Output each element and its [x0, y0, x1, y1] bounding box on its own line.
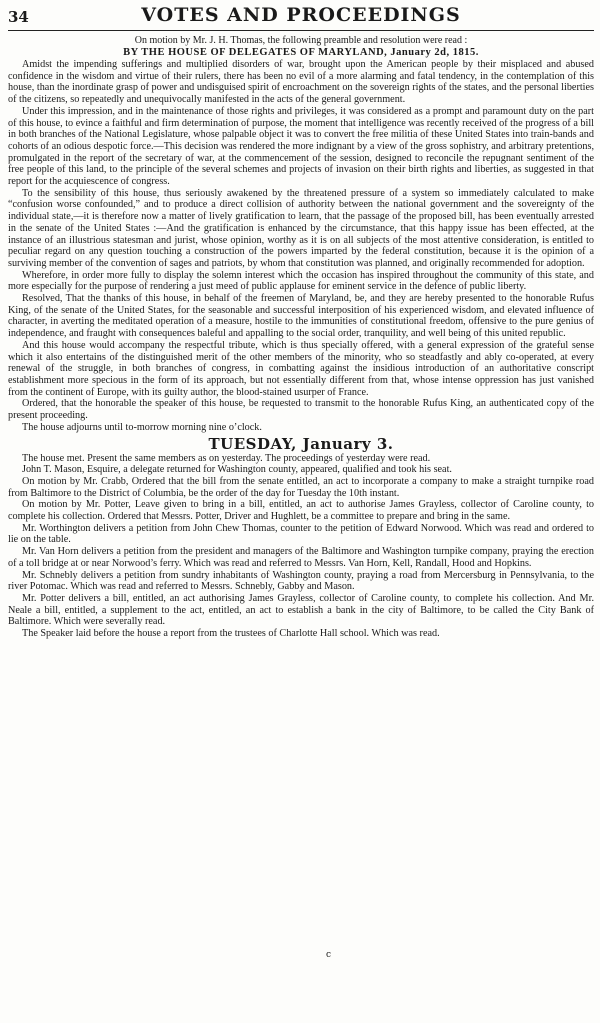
paragraph: And this house would accompany the respectful tribute, which is thus specially offered, with a general expression of the grateful sense which it also entertains of the distinguished merit of the other members of the minority, who so steadfastly and ably co-operated, at every renewal of the struggle, in both branches of congress, in combatting against the insidious introduction of an authoritative conscript establishment more specious in the form of its approach, but not essentially different from that, whose intense oppression has just vanished from the continent of Europe, with its guilty author, the blood-stained usurper of France.: [8, 339, 594, 398]
paragraph: The Speaker laid before the house a report from the trustees of Charlotte Hall school. Which was read.: [22, 628, 440, 640]
paragraph: Amidst the impending sufferings and multiplied disorders of war, brought upon the American people by their misplaced and abused confidence in the wisdom and virtue of their rulers, there has been no evil of a more alarming and fatal tendency, in the contemplation of this house, than the inordinate grasp of power and undisguised spirit of encroachment on the sovereign rights of the states, and the personal liberties of the citizens, so repeatedly and unequivocally manifested in the acts of the general government.: [8, 59, 594, 106]
paragraph: On motion by Mr. Potter, Leave given to bring in a bill, entitled, an act to authorise James Grayless, collector of Caroline county, to complete his collection. Ordered that Messrs. Potter, Driver and Hughlett, be a committee to prepare and bring in the same.: [8, 499, 594, 523]
paragraph: Mr. Van Horn delivers a petition from the president and managers of the Baltimore and Washington turnpike company, praying the erection of a toll bridge at or near Norwood’s ferry. Which was read and referred to Messrs. Van Horn, Kell, Randall, Hood and Hopkins.: [8, 546, 594, 569]
paragraph: Wherefore, in order more fully to display the solemn interest which the occasion has inspired throughout the community of this state, and more especially for the purpose of rendering a just meed of public applause for eminent service in the defence of public liberty.: [8, 269, 594, 293]
resolution-heading: BY THE HOUSE OF DELEGATES OF MARYLAND, January 2d, 1815.: [123, 47, 479, 58]
running-title: VOTES AND PROCEEDINGS: [141, 4, 461, 26]
proceedings-january-2: [8, 59, 594, 434]
paragraph: The house met. Present the same members as on yesterday. The proceedings of yesterday were read.: [22, 452, 431, 464]
day-heading: TUESDAY, January 3.: [208, 434, 394, 453]
paragraph: Mr. Worthington delivers a petition from John Chew Thomas, counter to the petition of Edward Norwood. Which was read and ordered to lie on the table.: [8, 522, 594, 546]
paragraph: John T. Mason, Esquire, a delegate returned for Washington county, appeared, qualified and took his seat.: [22, 464, 452, 476]
page-number: 34: [8, 8, 29, 26]
page-header: [8, 4, 594, 31]
paragraph: The house adjourns until to-morrow morning nine o’clock.: [22, 421, 262, 433]
paragraph: On motion by Mr. Crabb, Ordered that the bill from the senate entitled, an act to incorporate a company to make a straight turnpike road from Baltimore to the District of Columbia, be the order of the day for Tuesday the 10th instant.: [8, 475, 594, 499]
paragraph: Under this impression, and in the maintenance of those rights and privileges, it was considered as a prompt and paramount duty on the part of this house, to evince a faithful and firm determination of purpose, the moment that intelligence was recently received of the progress of a bill in both branches of the National Legislature, whose palpable object it was to convert the free militia of these United States into train-bands and cohorts of an odious despotic force.—This decision was rendered the more indignant by a view of the gross sophistry, and arbitrary pretentions, promulgated in the report of the secretary of war, at the commencement of the session, designed to reconcile the repugnant sentiment of the free people of this land, to the principle of the several schemes and projects of invasion on their birth rights and liberties, as suggested in that report for the acquiescence of congress.: [8, 105, 594, 188]
proceedings-january-3: [8, 453, 594, 640]
ink-mark: c: [326, 950, 332, 960]
paragraph: Mr. Potter delivers a bill, entitled, an act authorising James Grayless, collector of Caroline county, to complete his collection. And Mr. Neale a bill, entitled, a supplement to the act, entitled, an act to establish a bank in the city of Baltimore, to be called the City Bank of Baltimore. Which were severally read.: [8, 592, 594, 628]
paragraph: Resolved, That the thanks of this house, in behalf of the freemen of Maryland, be, and they are hereby presented to the honorable Rufus King, of the senate of the United States, for the seasonable and successful interposition of his experienced wisdom, and elevated influence of character, in averting the meditated operation of a measure, hostile to the immunities of constitutional freedom, offensive to the pure genius of independence, and fraught with consequences baleful and appalling to the social order, tranquility, and well being of this united republic.: [8, 293, 594, 340]
intro-line: On motion by Mr. J. H. Thomas, the following preamble and resolution were read :: [134, 35, 468, 46]
paragraph: To the sensibility of this house, thus seriously awakened by the threatened pressure of a system so immediately calculated to make “confusion worse confounded,” and to produce a direct collision of authority between the national government and the sovereignty of the individual state,—it is therefore now a matter of lively gratification to learn, that the passage of the proposed bill, has been eventually arrested in the senate of the United States :—And the gratification is enhanced by the circumstance, that this happy issue has been effected, at the instance of an illustrious statesman and jurist, whose opinion, worthy as it is on all subjects of the most attentive consideration, is entitled to peculiar regard on any question touching a construction of the powers imparted by the federal constitution, because it is the opinion of a surviving member of the convention of sages and patriots, by whom that constitution was planned, and originally recommended for adoption.: [8, 187, 594, 269]
paragraph: Mr. Schnebly delivers a petition from sundry inhabitants of Washington county, praying a road from Mercersburg in Pennsylvania, to the river Potomac. Which was read and referred to Messrs. Schnebly, Gabby and Mason.: [8, 569, 594, 593]
paragraph: Ordered, that the honorable the speaker of this house, be requested to transmit to the honorable Rufus King, an authenticated copy of the present proceeding.: [8, 398, 594, 422]
